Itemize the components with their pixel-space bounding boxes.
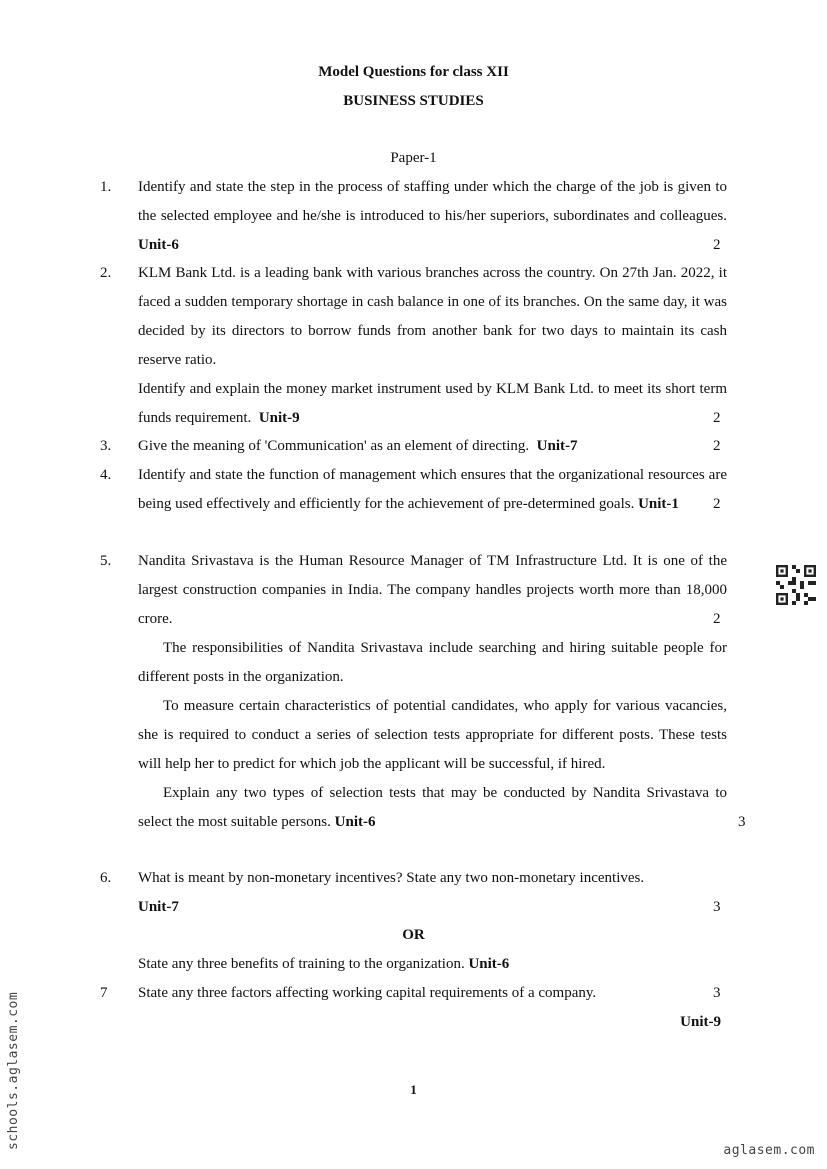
question-paragraph-3: Explain any two types of selection tests that may be conducted by Nandita Srivastava to select the most suitable persons.	[138, 785, 727, 830]
question-text: Nandita Srivastava is the Human Resource Manager of TM Infrastructure Ltd. It is one of the largest construction companies in India. The company handles projects worth more than 18,000 crore.	[138, 553, 727, 627]
unit-label: Unit-6	[334, 814, 376, 830]
unit-label: Unit-7	[138, 899, 179, 915]
unit-label: Unit-9	[680, 1014, 721, 1030]
page-number: 1	[410, 1082, 417, 1097]
unit-label: Unit-1	[638, 496, 679, 512]
question-number: 7	[100, 985, 108, 1001]
marks-label: 3	[713, 899, 721, 915]
question-text-part-2: Identify and explain the money market instrument used by KLM Bank Ltd. to meet its short term funds requirement.	[138, 381, 727, 426]
page-title: Model Questions for class XII	[318, 64, 509, 80]
question-paragraph-2: To measure certain characteristics of potential candidates, who apply for various vacancies, she is required to conduct a series of selection tests appropriate for different posts. These tests will help her to predict for which job the applicant will be successful, if hired.	[138, 698, 727, 772]
question-text: Identify and state the step in the process of staffing under which the charge of the job is given to the selected employee and he/she is introduced to his/her superiors, subordinates and colleagues.	[138, 179, 727, 224]
watermark-side: schools.aglasem.com	[6, 991, 21, 1150]
question-number: 2.	[100, 265, 112, 281]
qr-code-icon	[776, 565, 816, 605]
unit-label: Unit-6	[468, 956, 510, 972]
unit-label: Unit-6	[138, 237, 179, 253]
question-paragraph-1: The responsibilities of Nandita Srivastava include searching and hiring suitable people for different posts in the organization.	[138, 640, 727, 685]
subject-title: BUSINESS STUDIES	[343, 93, 484, 109]
question-text: State any three benefits of training to the organization.	[138, 956, 465, 972]
unit-label: Unit-9	[258, 410, 300, 426]
marks-label: 3	[713, 985, 721, 1001]
question-number: 4.	[100, 467, 112, 483]
question-text: KLM Bank Ltd. is a leading bank with various branches across the country. On 27th Jan. 2022, it faced a sudden temporary shortage in cash balance in one of its branches. On the same day, it was decided by its directors to borrow funds from another bank for two days to maintain its cash reserve ratio.	[138, 265, 727, 368]
question-text: Give the meaning of 'Communication' as an element of directing.	[138, 438, 530, 454]
question-text: State any three factors affecting working capital requirements of a company.	[138, 985, 597, 1001]
question-text: Identify and state the function of management which ensures that the organizational resources are being used effectively and efficiently for the achievement of pre-determined goals.	[138, 467, 727, 512]
marks-label: 2	[713, 496, 721, 512]
or-divider: OR	[402, 927, 425, 943]
question-text: What is meant by non-monetary incentives? State any two non-monetary incentives.	[138, 870, 645, 886]
marks-label: 2	[713, 237, 721, 253]
watermark-bottom: aglasem.com	[723, 1143, 815, 1158]
question-number: 3.	[100, 438, 112, 454]
unit-label: Unit-7	[536, 438, 578, 454]
marks-label: 2	[713, 438, 721, 454]
paper-label: Paper-1	[390, 150, 437, 166]
marks-label: 2	[713, 410, 721, 426]
marks-label: 3	[738, 814, 746, 830]
question-number: 5.	[100, 553, 112, 569]
question-number: 1.	[100, 179, 112, 195]
marks-label: 2	[713, 611, 721, 627]
question-number: 6.	[100, 870, 112, 886]
